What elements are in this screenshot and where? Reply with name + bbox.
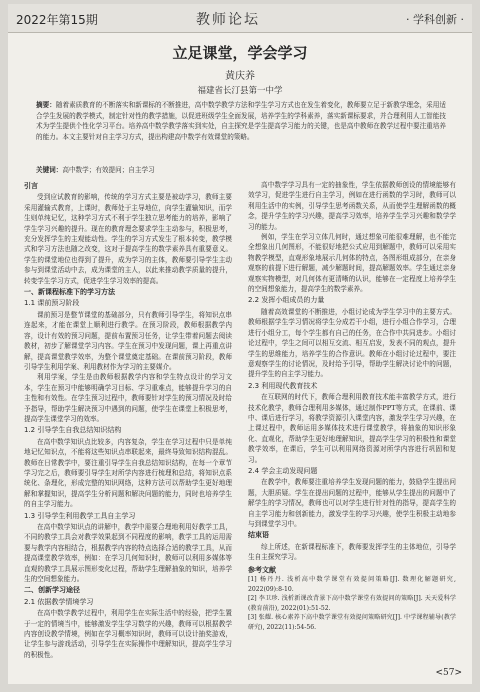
- paragraph: 课前预习是整节课堂的基础部分，只有教师引导学生，将知识点串连起来，才能在课堂上顺利进行教学。在预习阶段，教师根据教学内容，设计有效的预习问题，提前布置预习任务，让学生带着问题去阅读教材，初步了解课堂学习内容。学生在预习中发现问题，课上再重点讲解，提高课堂教学效率，为整个课堂奠定基础。在课前预习阶段，教师引导学生利用学案、利用教材作为学习的主要媒介。: [24, 310, 232, 371]
- keywords-text: 高中数学；有效提问；自主学习: [62, 166, 155, 174]
- journal-page: [8, 4, 472, 684]
- intro-heading: 引言: [24, 182, 38, 190]
- paragraph: 在互联网的时代下，教师合理利用教育技术能丰富教学方式，进行技术化教学，教师合理利用多媒体，通过制作PPT等方式，在课前、课中、课后进行学习，将教学资源引入课堂内容，激发学生学习兴趣，在上课过程中，教师运用多媒体技术进行课堂教学，将抽象的知识形象化、直观化，帮助学生更好地理解知识，提高学生学习的积极性和课堂教学效率，在课后，学生可以利用网络资源对所学内容进行巩固和复习。: [248, 393, 456, 464]
- subsection-heading-2-2: 2.2 发挥小组成员的力量: [248, 296, 325, 305]
- section-heading-1: 一、新课程标准下的学习方法: [24, 288, 115, 297]
- paragraph: 例如，学生在学习立体几何时，通过想象可能很难理解，也不能完全想象出几何图形，不能很好地把公式应用到解题中，教师可以采用实物教学模型，直观形象地展示几何体的特点，各图形组成部分，在亲身观察的前提下进行解题，减少解题时间，提高解题效率。学生通过亲身观察实物模型，对几何体有更清晰的认识，能够在一定程度上培养学生的空间想象能力，提高学生的数学素养。: [248, 233, 456, 294]
- subsection-heading-1-2: 1.2 引导学生自我总结知识结构: [24, 426, 122, 435]
- section-label: · 学科创新 ·: [406, 13, 464, 26]
- subsection-heading-1-1: 1.1 课前预习阶段: [24, 299, 80, 308]
- paragraph: 在高中数学知识点比较多，内容复杂，学生在学习过程中只是单纯地记忆知识点，不能将这些知识点串联起来，最终导致知识结构混乱。教师在日常教学中，要注重引导学生自我总结知识结构，在每一个章节学习完之后，教师要引导学生对所学内容进行梳理和总结，将知识点系统化、条理化，形成完整的知识网络，这种方法可以帮助学生更好地理解和掌握知识，提高学生分析问题和解决问题的能力，同时也培养学生的自主学习能力。: [24, 437, 232, 509]
- references-heading: 参考文献: [248, 565, 276, 574]
- reference-item: [2] 李卫珍. 浅析新课改背景下高中数学课堂有效提问的策略[J]. 天天爱科学(教育前沿), 2022(01):51-52.: [248, 595, 456, 612]
- subsection-heading-2-1: 2.1 依据教学情境学习: [24, 597, 94, 606]
- author-affiliation: 福建省长汀县第一中学: [197, 86, 283, 96]
- paragraph: 利用学案，学生是由教师根据教学内容和学生特点设计的学习文本，学生在预习中能够明确学习目标、学习重难点，能够提升学习的自主性和有效性。在学生预习过程中，教师要针对学生的预习情况及时给予指导，帮助学生解决预习中遇到的问题，使学生在课堂上积极思考，提高学生课堂学习的效率。: [24, 373, 232, 423]
- subsection-heading-2-4: 2.4 学会主动发现问题: [248, 466, 318, 475]
- right-column: [248, 180, 456, 660]
- author-name: 黄庆养: [225, 71, 255, 82]
- running-header: [8, 4, 472, 33]
- paragraph: 在教学中，教师要注重培养学生发现问题的能力，鼓励学生提出问题，大胆质疑。学生在提出问题的过程中，能够从学生提出的问题中了解学生的学习情况，教师也可以对学生进行针对性的指导，提高学生的自主学习能力和创新能力，激发学生的学习兴趣，使学生积极主动地参与到课堂学习中。: [248, 478, 456, 528]
- keywords-label: 关键词：: [36, 166, 63, 174]
- paragraph: 在高中数学教学过程中，利用学生在实际生活中的经验，把学生置于一定的情境当中，能够激发学生学习数学的兴趣，教师可以根据教学内容创设教学情境，例如在学习概率知识时，教师可以设计抽奖游戏，让学生参与游戏活动，引导学生在实际操作中理解知识，提高学生学习的积极性。: [24, 609, 232, 659]
- keywords: [36, 164, 446, 174]
- column-title: 教师论坛: [196, 12, 260, 28]
- paragraph: 高中数学学习具有一定的抽象性，学生依据教师创设的情境能够有效学习，促进学生进行自主学习，例如在进行函数的学习时，教师可以利用生活中的实例，引导学生思考函数关系，从而使学生理解函数的概念，提升学生的学习兴趣，提高学习效率，培养学生学习兴趣和数学学习的能力。: [248, 181, 456, 231]
- paragraph: 随着高效课堂的不断推进，小组讨论成为学生学习中的主要方式。教师根据学生学习情况将学生分成若干小组，进行小组合作学习，合理进行小组分工，每个学生都有自己的任务，在合作中共同进步。小组讨论过程中，学生之间可以相互交流、相互启发，发表不同的观点，提升学生的思维能力，培养学生的合作意识。教师在小组讨论过程中，要注意观察学生的讨论情况，及时给予引导，帮助学生解决讨论中的问题，提升学生的自主学习能力。: [248, 307, 456, 379]
- subsection-heading-1-3: 1.3 引导学生利用教学工具自主学习: [24, 511, 136, 520]
- intro-paragraph: 受到应试教育的影响，传统的学习方式主要是被动学习，教师主要采用灌输式教育，上课时，教师处于主导地位，向学生灌输知识，而学生则单纯记忆，这种学习方式不利于学生独立思考能力的培养，影响了学生学习兴趣的提升。现在的教育理念要求学生主动参与，积极思考，充分发挥学生的主观能动性。学生的学习方式发生了根本转变，教学模式和学习方法也随之改变，这对于提高学生的数学素养具有重要意义。学生的课堂地位也得到了提升，成为学习的主体，教师要引导学生主动参与到课堂活动中去，成为课堂的主人，以此来推动教学质量的提升，转变学生学习方式，促进学生学习效率的提高。: [24, 193, 232, 285]
- paragraph: 在高中数学知识点的讲解中，教学中需要合理地利用好教学工具，不同的教学工具会对教学效果起到不同程度的影响，教学工具的运用需要与教学内容相结合，根据教学内容的特点选择合适的教学工具，从而提高课堂教学效率，例如：在学习几何知识时，教师可以利用多媒体等直观的教学工具展示图形变化过程，帮助学生理解抽象的知识，培养学生的空间想象能力。: [24, 523, 232, 584]
- issue-label: 2022年第15期: [16, 13, 98, 27]
- article-title: 立足课堂，学会学习: [172, 44, 308, 62]
- abstract-label: 摘要：: [36, 101, 56, 109]
- subsection-heading-2-3: 2.3 利用现代教育技术: [248, 381, 318, 390]
- conclusion-paragraph: 综上所述，在新课程标准下，教师要发挥学生的主体地位，引导学生自主探究学习。: [248, 542, 456, 562]
- reference-item: [3] 张耀. 核心素养下高中数学课堂有效提问策略研究[J]. 中学课程辅导(教学研究), 2022(11):54-56.: [248, 614, 456, 631]
- conclusion-heading: 结束语: [248, 531, 269, 540]
- section-heading-2: 二、创新学习途径: [24, 586, 80, 595]
- reference-item: [1] 杨丹丹. 浅析高中数学课堂有效提问策略[J]. 数理化解题研究, 2022(09):8-10.: [248, 576, 456, 593]
- abstract-text: 随着素质教育的不断落实和新课标的不断推进，高中数学教学方法和学生学习方式也在发生着变化，教师要立足于新教学理念，采用适合学生发展的教学模式，制定针对性的教学措施，以促进班级学生全面发展，培养学生的学科素养，落实新课标要求，并合理利用人工智能技术为学生提供个性化学习平台。培养高中数学教学落实到实处，自主探究是学生提高学习能力的关键，也是高中教师在教学过程中要注重培养的能力。本文主要针对自主学习方式，提出构建高中数学有效课堂的策略。: [36, 101, 446, 141]
- page-number: <57>: [435, 668, 462, 678]
- left-column: [24, 180, 232, 660]
- abstract: [36, 100, 446, 164]
